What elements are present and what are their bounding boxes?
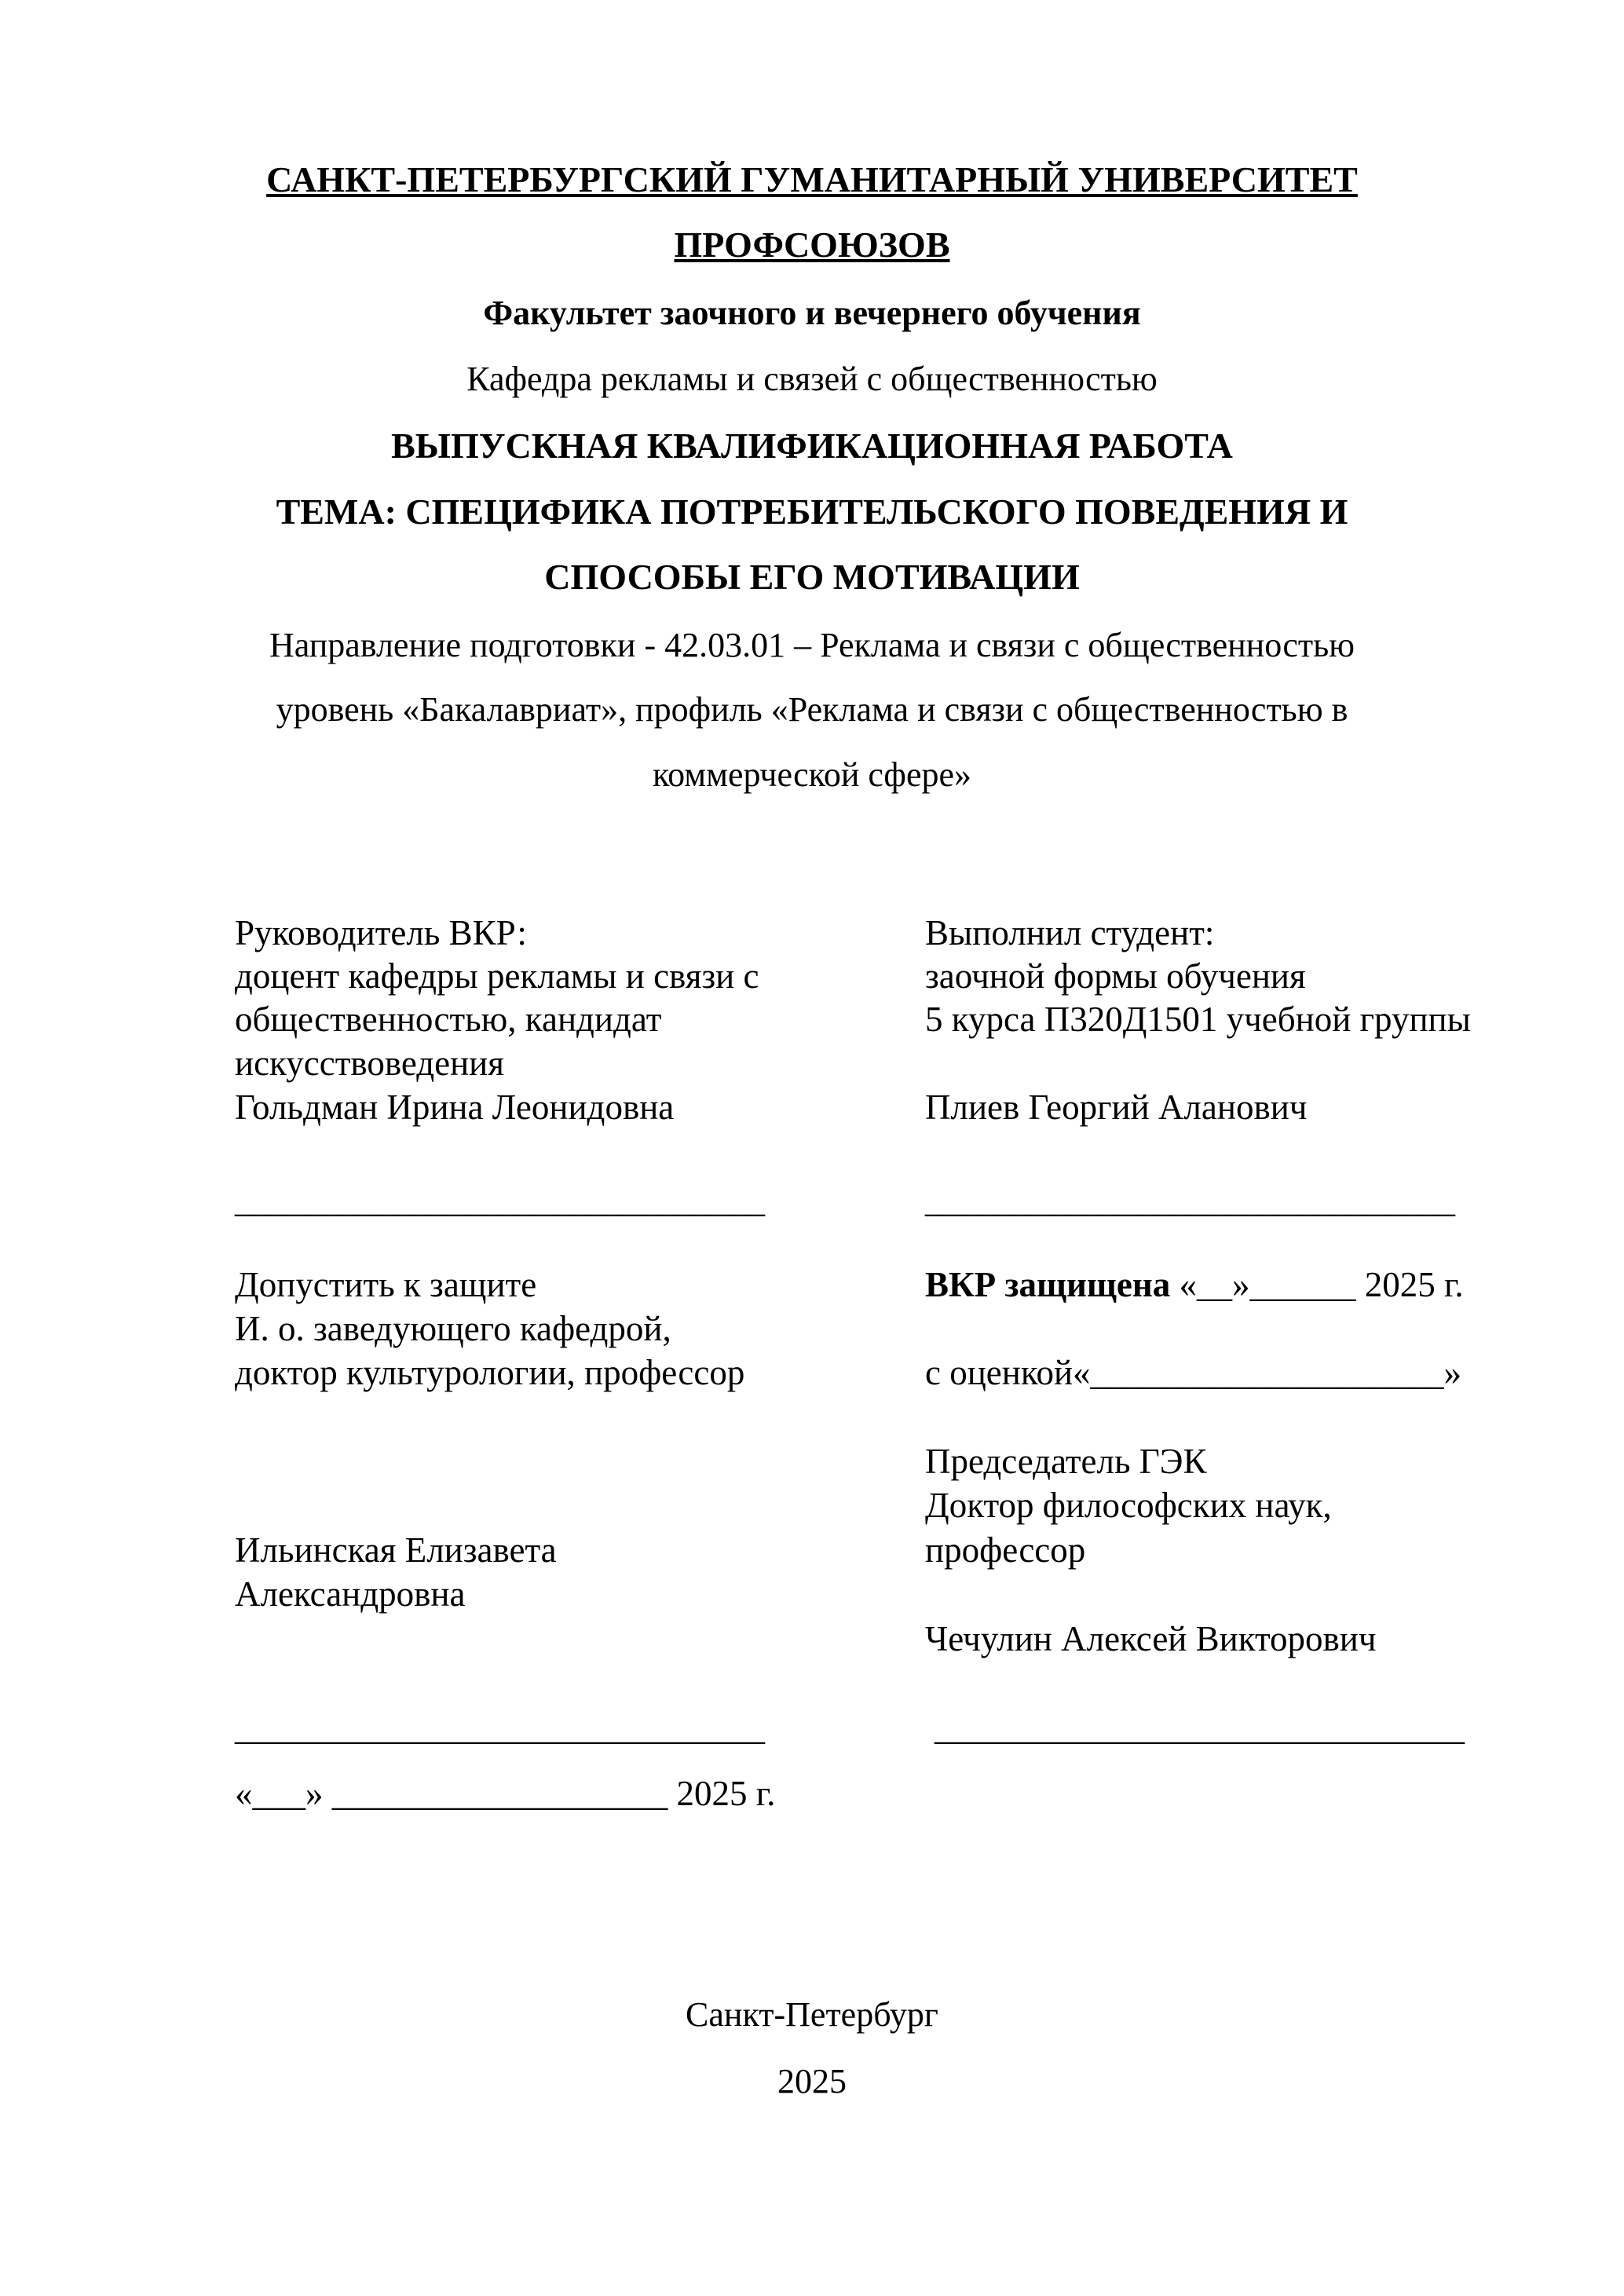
admission-position-line2: доктор культурологии, профессор	[235, 1353, 745, 1392]
chair-label: Председатель ГЭК	[925, 1442, 1207, 1481]
defense-date-line	[925, 1263, 1464, 1307]
work-type: ВЫПУСКНАЯ КВАЛИФИКАЦИОННАЯ РАБОТА	[391, 426, 1233, 466]
city: Санкт-Петербург	[686, 1995, 938, 2034]
chair-signature-line: ______________________________	[935, 1708, 1465, 1747]
direction-line1: Направление подготовки - 42.03.01 – Реклама и связи с общественностью	[269, 626, 1355, 664]
admission-position-line1: И. о. заведующего кафедрой,	[235, 1309, 671, 1348]
admission-name-line2: Александровна	[235, 1574, 466, 1614]
supervisor-label: Руководитель ВКР:	[235, 913, 527, 952]
student-signature-line: ______________________________	[925, 1180, 1455, 1219]
university-name-line2: ПРОФСОЮЗОВ	[674, 225, 950, 265]
chair-position-line1: Доктор философских наук,	[925, 1486, 1332, 1525]
student-label: Выполнил студент:	[925, 913, 1215, 952]
direction-line3: коммерческой сфере»	[652, 755, 972, 794]
student-group: 5 курса П320Д1501 учебной группы	[925, 1000, 1471, 1039]
year: 2025	[777, 2062, 847, 2100]
defense-label: ВКР защищена	[925, 1265, 1171, 1304]
supervisor-position-line2: общественностью, кандидат	[235, 1000, 662, 1039]
supervisor-position-line3: искусствоведения	[235, 1044, 504, 1083]
chair-position-line2: профессор	[925, 1530, 1086, 1570]
supervisor-position-line1: доцент кафедры рекламы и связи с	[235, 956, 759, 996]
topic-line1: ТЕМА: СПЕЦИФИКА ПОТРЕБИТЕЛЬСКОГО ПОВЕДЕНИЯ И	[276, 492, 1348, 532]
admission-name-line1: Ильинская Елизавета	[235, 1530, 557, 1570]
topic-line2: СПОСОБЫ ЕГО МОТИВАЦИИ	[544, 557, 1080, 597]
supervisor-signature-line: ______________________________	[235, 1180, 765, 1219]
student-form: заочной формы обучения	[925, 956, 1306, 996]
chair-name: Чечулин Алексей Викторович	[925, 1619, 1377, 1658]
admission-signature-line: ______________________________	[235, 1708, 765, 1747]
direction-line2: уровень «Бакалавриат», профиль «Реклама и связи с общественностью в	[276, 690, 1348, 729]
student-name: Плиев Георгий Аланович	[925, 1088, 1308, 1127]
defense-grade-line: с оценкой«____________________»	[925, 1353, 1462, 1392]
admission-label: Допустить к защите	[235, 1265, 537, 1304]
university-name-line1: САНКТ-ПЕТЕРБУРГСКИЙ ГУМАНИТАРНЫЙ УНИВЕРСИТЕТ	[266, 159, 1358, 199]
defense-date: «__»______ 2025 г.	[1170, 1265, 1464, 1304]
department-name: Кафедра рекламы и связей с общественностью	[466, 360, 1158, 398]
supervisor-name: Гольдман Ирина Леонидовна	[235, 1088, 675, 1127]
faculty-name: Факультет заочного и вечернего обучения	[483, 294, 1141, 332]
admission-date-line: «___» ___________________ 2025 г.	[235, 1774, 776, 1813]
